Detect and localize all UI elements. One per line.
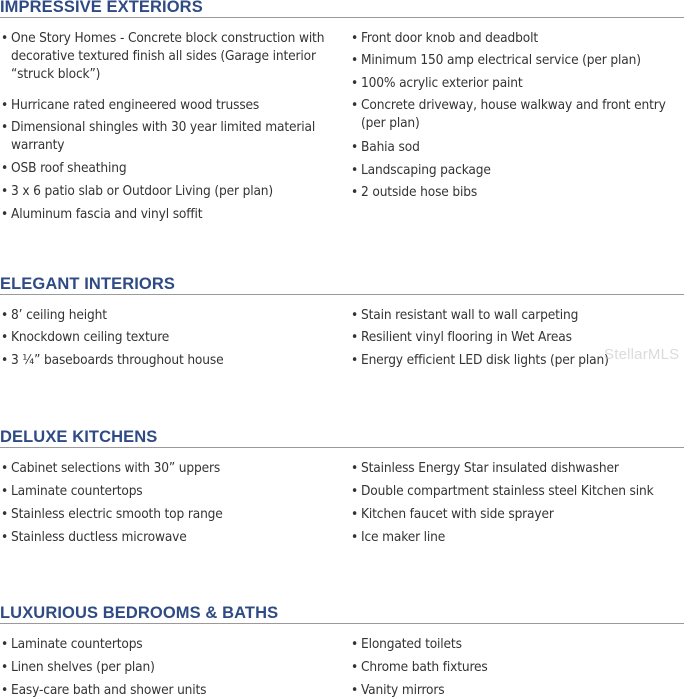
bullet-icon: • bbox=[351, 184, 359, 200]
section-3 bbox=[0, 428, 684, 545]
list-item bbox=[0, 118, 335, 154]
bullet-icon: • bbox=[1, 682, 9, 698]
list-item bbox=[0, 159, 335, 177]
list-item bbox=[350, 74, 679, 92]
bullet-icon: • bbox=[1, 483, 9, 499]
item-text: Knockdown ceiling texture bbox=[11, 329, 170, 345]
bullet-icon: • bbox=[351, 659, 359, 675]
list-item bbox=[350, 482, 679, 500]
item-text: Aluminum fascia and vinyl soffit bbox=[11, 206, 203, 222]
item-text: Bahia sod bbox=[361, 139, 420, 155]
bullet-icon: • bbox=[351, 307, 359, 323]
bullet-icon: • bbox=[351, 97, 359, 113]
section-heading: DELUXE KITCHENS bbox=[0, 428, 684, 448]
section-4 bbox=[0, 604, 684, 698]
item-text: Chrome bath fixtures bbox=[361, 659, 488, 675]
bullet-icon: • bbox=[351, 30, 359, 46]
section-1 bbox=[0, 0, 684, 222]
list-item bbox=[350, 635, 679, 653]
bullet-icon: • bbox=[1, 352, 9, 368]
item-text: Easy-care bath and shower units bbox=[11, 682, 207, 698]
item-text: 2 outside hose bibs bbox=[361, 184, 478, 200]
item-text: Stainless Energy Star insulated dishwasher bbox=[361, 460, 619, 476]
bullet-icon: • bbox=[1, 460, 9, 476]
list-item bbox=[350, 306, 679, 324]
bullet-icon: • bbox=[1, 30, 9, 46]
list-item bbox=[350, 161, 679, 179]
list-item bbox=[350, 51, 679, 69]
list-item bbox=[0, 29, 335, 83]
item-text: OSB roof sheathing bbox=[11, 160, 127, 176]
list-item bbox=[350, 29, 679, 47]
bullet-icon: • bbox=[1, 206, 9, 222]
list-item bbox=[0, 205, 335, 223]
bullet-icon: • bbox=[1, 119, 9, 135]
bullet-icon: • bbox=[1, 506, 9, 522]
section-heading: IMPRESSIVE EXTERIORS bbox=[0, 0, 684, 18]
bullet-icon: • bbox=[351, 329, 359, 345]
item-text: 100% acrylic exterior paint bbox=[361, 75, 523, 91]
item-text: Front door knob and deadbolt bbox=[361, 30, 538, 46]
list-item bbox=[0, 482, 335, 500]
list-item bbox=[0, 182, 335, 200]
bullet-icon: • bbox=[351, 75, 359, 91]
item-text: Ice maker line bbox=[361, 529, 446, 545]
bullet-icon: • bbox=[351, 162, 359, 178]
bullet-icon: • bbox=[1, 307, 9, 323]
item-text: Kitchen faucet with side sprayer bbox=[361, 506, 554, 522]
list-item bbox=[0, 505, 335, 523]
item-text: Stain resistant wall to wall carpeting bbox=[361, 307, 579, 323]
item-text: Resilient vinyl flooring in Wet Areas bbox=[361, 329, 572, 345]
item-text: 8’ ceiling height bbox=[11, 307, 107, 323]
bullet-icon: • bbox=[351, 460, 359, 476]
list-item bbox=[350, 658, 679, 676]
list-item bbox=[350, 328, 679, 346]
bullet-icon: • bbox=[1, 160, 9, 176]
list-item bbox=[0, 328, 335, 346]
item-text: Double compartment stainless steel Kitchen sink bbox=[361, 483, 654, 499]
bullet-icon: • bbox=[351, 52, 359, 68]
item-text: Linen shelves (per plan) bbox=[11, 659, 155, 675]
bullet-icon: • bbox=[351, 506, 359, 522]
bullet-icon: • bbox=[1, 529, 9, 545]
watermark: StellarMLS bbox=[604, 346, 680, 363]
list-item bbox=[0, 306, 335, 324]
list-item bbox=[0, 351, 335, 369]
bullet-icon: • bbox=[1, 659, 9, 675]
bullet-icon: • bbox=[351, 682, 359, 698]
section-heading: LUXURIOUS BEDROOMS & BATHS bbox=[0, 604, 684, 624]
item-text: Stainless ductless microwave bbox=[11, 529, 187, 545]
item-text: Landscaping package bbox=[361, 162, 491, 178]
section-heading: ELEGANT INTERIORS bbox=[0, 275, 684, 295]
item-text: Hurricane rated engineered wood trusses bbox=[11, 97, 260, 113]
item-text: Dimensional shingles with 30 year limited material warranty bbox=[11, 119, 316, 153]
item-text: Minimum 150 amp electrical service (per plan) bbox=[361, 52, 641, 68]
list-item bbox=[350, 459, 679, 477]
list-item bbox=[0, 528, 335, 546]
list-item bbox=[0, 681, 335, 699]
list-item bbox=[350, 528, 679, 546]
list-item bbox=[350, 183, 679, 201]
bullet-icon: • bbox=[351, 483, 359, 499]
bullet-icon: • bbox=[1, 183, 9, 199]
item-text: Elongated toilets bbox=[361, 636, 462, 652]
list-item bbox=[350, 138, 679, 156]
list-item bbox=[350, 96, 679, 132]
item-text: Concrete driveway, house walkway and front entry (per plan) bbox=[361, 97, 666, 131]
item-text: Vanity mirrors bbox=[361, 682, 445, 698]
item-text: One Story Homes - Concrete block construction with decorative textured finish all sides (Garage interior “struck block”) bbox=[11, 30, 325, 82]
item-text: Stainless electric smooth top range bbox=[11, 506, 223, 522]
item-text: Laminate countertops bbox=[11, 483, 143, 499]
list-item bbox=[350, 681, 679, 699]
list-item bbox=[0, 459, 335, 477]
list-item bbox=[0, 658, 335, 676]
bullet-icon: • bbox=[1, 329, 9, 345]
list-item bbox=[0, 96, 335, 114]
list-item bbox=[0, 635, 335, 653]
item-text: 3 x 6 patio slab or Outdoor Living (per plan) bbox=[11, 183, 274, 199]
item-text: Energy efficient LED disk lights (per plan) bbox=[361, 352, 609, 368]
item-text: Laminate countertops bbox=[11, 636, 143, 652]
item-text: Cabinet selections with 30” uppers bbox=[11, 460, 221, 476]
bullet-icon: • bbox=[1, 636, 9, 652]
list-item bbox=[350, 505, 679, 523]
bullet-icon: • bbox=[351, 352, 359, 368]
bullet-icon: • bbox=[351, 529, 359, 545]
item-text: 3 ¼” baseboards throughout house bbox=[11, 352, 224, 368]
bullet-icon: • bbox=[1, 97, 9, 113]
bullet-icon: • bbox=[351, 139, 359, 155]
bullet-icon: • bbox=[351, 636, 359, 652]
